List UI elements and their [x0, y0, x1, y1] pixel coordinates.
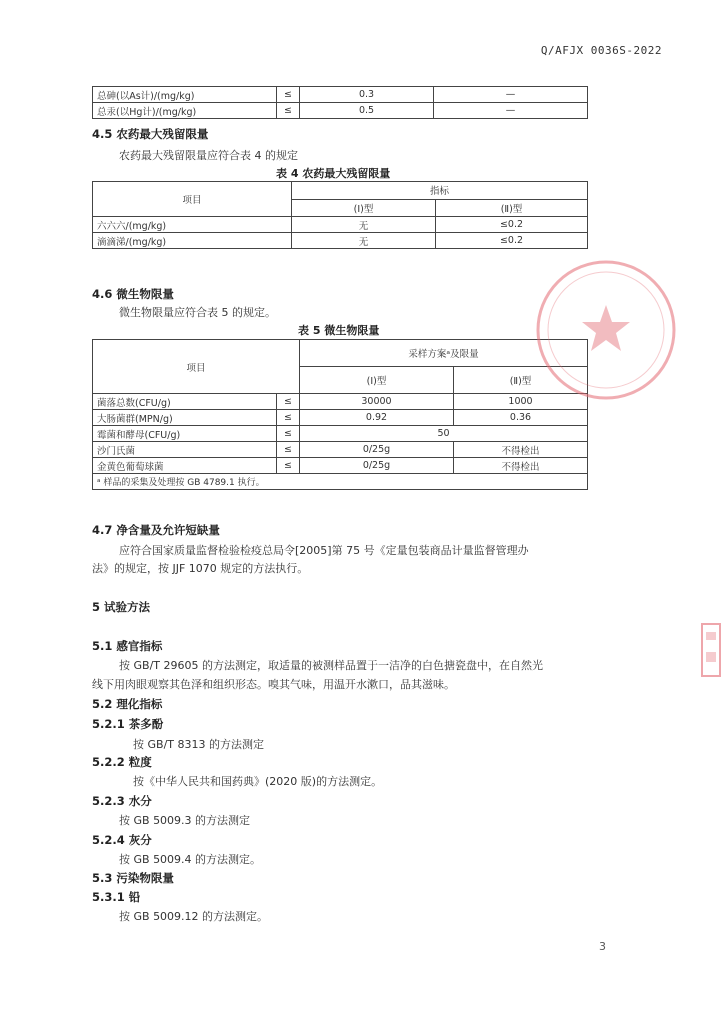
pesticide-table — [92, 181, 588, 249]
row-name: 霉菌和酵母(CFU/g) — [93, 426, 277, 442]
table-row — [93, 458, 588, 474]
section-5-heading: 5 试验方法 — [92, 600, 151, 614]
row-name: 金黄色葡萄球菌 — [93, 458, 277, 474]
row-value-type1: 0/25g — [300, 458, 454, 474]
section-5-2-1-text: 按 GB/T 8313 的方法测定 — [133, 738, 264, 751]
section-5-1-text-line2: 线下用肉眼观察其色泽和组织形态。嗅其气味，用温开水漱口，品其滋味。 — [92, 678, 455, 691]
column-header-type2: (Ⅱ)型 — [436, 199, 588, 217]
row-value-type1: 无 — [292, 233, 436, 249]
section-5-3-heading: 5.3 污染物限量 — [92, 871, 174, 885]
table-row — [93, 426, 588, 442]
row-value-type1: 30000 — [300, 394, 454, 410]
section-4-5-text: 农药最大残留限量应符合表 4 的规定 — [119, 149, 298, 162]
row-value-type2: 不得检出 — [454, 442, 588, 458]
microbial-table — [92, 339, 588, 490]
section-5-2-3-text: 按 GB 5009.3 的方法测定 — [119, 814, 251, 827]
column-header-index: 指标 — [292, 182, 588, 200]
row-value-type2: 1000 — [454, 394, 588, 410]
table-row — [93, 442, 588, 458]
section-5-2-3-heading: 5.2.3 水分 — [92, 794, 152, 808]
section-5-3-1-text: 按 GB 5009.12 的方法测定。 — [119, 910, 269, 923]
document-id: Q/AFJX 0036S-2022 — [540, 44, 662, 57]
section-4-6-text: 微生物限量应符合表 5 的规定。 — [119, 306, 276, 319]
row-value-type2: — — [434, 103, 588, 119]
section-4-7-text-line2: 法》的规定，按 JJF 1070 规定的方法执行。 — [92, 562, 309, 575]
table-footnote: ᵃ 样品的采集及处理按 GB 4789.1 执行。 — [93, 474, 588, 490]
row-name: 滴滴涕/(mg/kg) — [93, 233, 292, 249]
row-operator: ≤ — [277, 394, 300, 410]
row-value-type2: 不得检出 — [454, 458, 588, 474]
row-operator: ≤ — [277, 410, 300, 426]
column-header-item: 项目 — [93, 182, 292, 217]
section-5-2-2-text: 按《中华人民共和国药典》(2020 版)的方法测定。 — [133, 775, 383, 788]
row-value-type2: 0.36 — [454, 410, 588, 426]
row-value-type1: 无 — [292, 217, 436, 233]
row-value-type2: ≤0.2 — [436, 217, 588, 233]
row-operator: ≤ — [277, 87, 300, 103]
row-operator: ≤ — [277, 103, 300, 119]
column-header-type2: (Ⅱ)型 — [454, 367, 588, 394]
row-value-type1: 0.92 — [300, 410, 454, 426]
section-5-1-text-line1: 按 GB/T 29605 的方法测定，取适量的被测样品置于一洁净的白色搪瓷盘中，在自然光 — [119, 659, 543, 672]
table-row — [93, 217, 588, 233]
row-value-type1: 0.3 — [300, 87, 434, 103]
section-5-2-4-text: 按 GB 5009.4 的方法测定。 — [119, 853, 262, 866]
section-5-1-heading: 5.1 感官指标 — [92, 639, 163, 653]
row-value-merged: 50 — [300, 426, 588, 442]
column-header-plan: 采样方案ᵃ及限量 — [300, 340, 588, 367]
section-5-2-heading: 5.2 理化指标 — [92, 697, 163, 711]
row-name: 沙门氏菌 — [93, 442, 277, 458]
section-5-2-2-heading: 5.2.2 粒度 — [92, 755, 152, 769]
section-4-7-heading: 4.7 净含量及允许短缺量 — [92, 523, 220, 537]
margin-stamp-fragment — [700, 620, 722, 680]
row-value-type1: 0.5 — [300, 103, 434, 119]
row-operator: ≤ — [277, 442, 300, 458]
table-row — [93, 410, 588, 426]
row-name: 菌落总数(CFU/g) — [93, 394, 277, 410]
section-4-7-text-line1: 应符合国家质量监督检验检疫总局令[2005]第 75 号《定量包装商品计量监督管理办 — [119, 544, 529, 557]
section-4-5-heading: 4.5 农药最大残留限量 — [92, 127, 209, 141]
row-operator: ≤ — [277, 458, 300, 474]
section-4-6-heading: 4.6 微生物限量 — [92, 287, 174, 301]
row-value-type2: ≤0.2 — [436, 233, 588, 249]
section-5-3-1-heading: 5.3.1 铅 — [92, 890, 141, 904]
table-row — [93, 233, 588, 249]
column-header-type1: (Ⅰ)型 — [292, 199, 436, 217]
table-4-caption: 表 4 农药最大残留限量 — [276, 167, 391, 180]
row-value-type2: — — [434, 87, 588, 103]
table-row — [93, 394, 588, 410]
column-header-item: 项目 — [93, 340, 300, 394]
row-name: 总汞(以Hg计)/(mg/kg) — [93, 103, 277, 119]
row-name: 大肠菌群(MPN/g) — [93, 410, 277, 426]
table-5-caption: 表 5 微生物限量 — [298, 324, 380, 337]
row-value-type1: 0/25g — [300, 442, 454, 458]
contaminant-table-tail — [92, 86, 588, 119]
column-header-type1: (Ⅰ)型 — [300, 367, 454, 394]
company-seal — [522, 255, 690, 405]
section-5-2-1-heading: 5.2.1 茶多酚 — [92, 717, 164, 731]
table-row — [93, 103, 588, 119]
section-5-2-4-heading: 5.2.4 灰分 — [92, 833, 152, 847]
row-name: 六六六/(mg/kg) — [93, 217, 292, 233]
row-name: 总砷(以As计)/(mg/kg) — [93, 87, 277, 103]
table-row — [93, 87, 588, 103]
page-number: 3 — [599, 940, 606, 953]
row-operator: ≤ — [277, 426, 300, 442]
